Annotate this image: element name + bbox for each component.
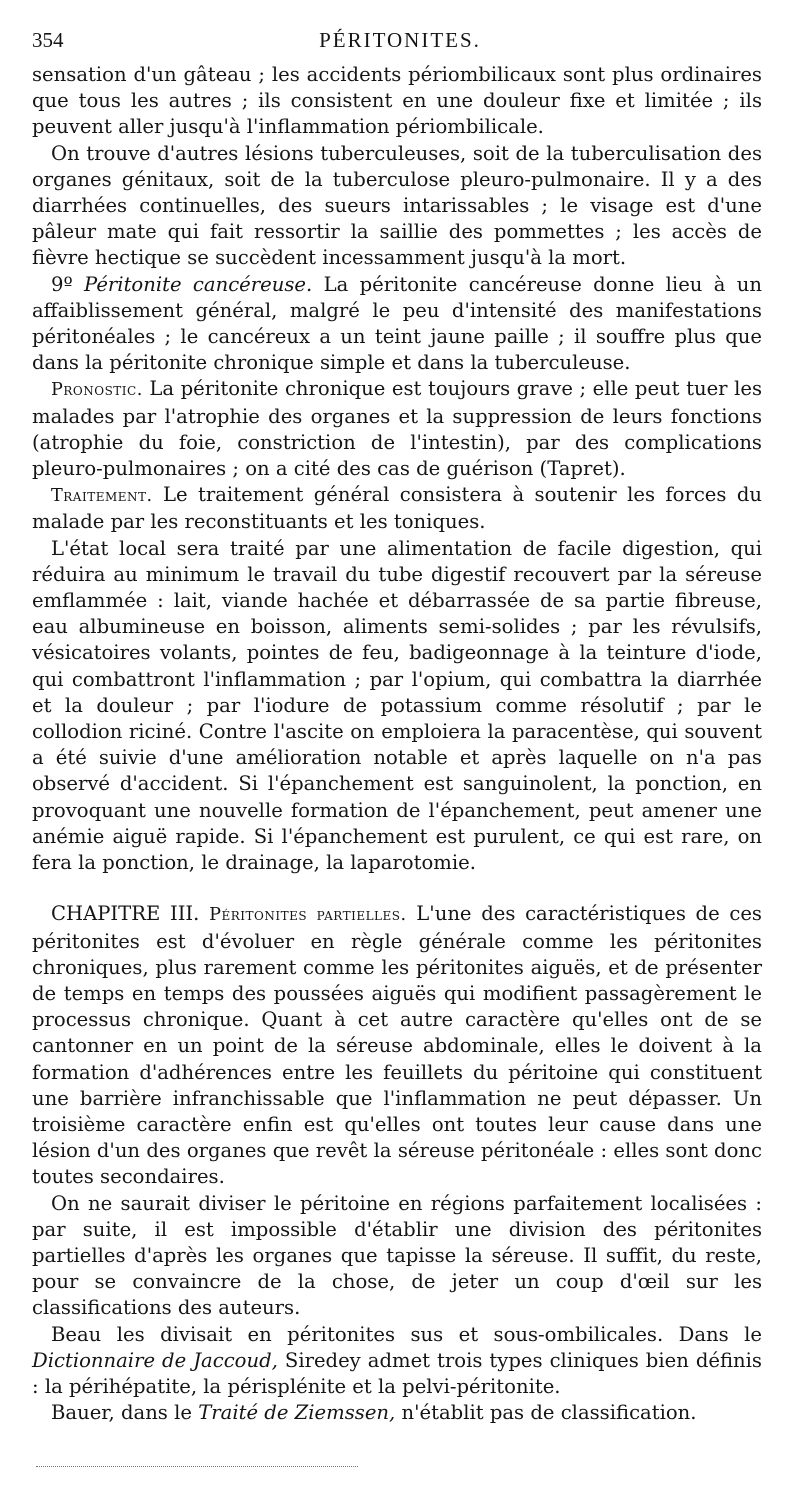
chapter-heading: CHAPITRE III. [51,902,200,926]
paragraph-beau: Beau les divisait en péritonites sus et sous-ombilicales. Dans le Dictionnaire de Jaccoud, Siredey admet trois types cliniques bien définis : la périhépatite, la périsplénite et la pelvi-péritonite. [32,1322,762,1398]
running-title: PÉRITONITES. [319,28,481,52]
paragraph-bauer: Bauer, dans le Traité de Ziemssen, n'établit pas de classification. [51,1401,697,1425]
section-label: Pronostic. [51,380,143,401]
spacer [32,876,762,901]
paragraph-prognosis: Pronostic. La péritonite chronique est toujours grave ; elle peut tuer les malades par l'atrophie des organes et la suppression de leurs fonctions (atrophie du foie, constriction de l'intestin), par des complications pleuro-pulmonaires ; on a cité des cas de guérison (Tapret). [32,377,762,481]
paragraph-local-treatment: L'état local sera traité par une alimentation de facile digestion, qui réduira au minimum le travail du tube digestif recouvert par la séreuse emflammée : lait, viande hachée et débarrassée de sa partie fibreuse, eau albumineuse en boisson, aliments semi-solides ; par les révulsifs, vésicatoires volants, pointes de feu, badigeonnage à la teinture d'iode, qui combattront l'inflammation ; par l'opium, qui combattra la diarrhée et la douleur ; par l'iodure de potassium comme résolutif ; par le collodion riciné. Contre l'ascite on emploiera la paracentèse, qui souvent a été suivie d'une amélioration notable et après laquelle on n'a pas observé d'accident. Si l'épanchement est sanguinolent, la ponction, en provoquant une nouvelle formation de l'épanchement, peut amener une anémie aiguë rapide. Si l'épanchement est purulent, ce qui est rare, on fera la ponction, le drainage, la laparotomie. [32,536,762,875]
paragraph-cancerous-peritonitis: 9º Péritonite cancéreuse. La péritonite cancéreuse donne lieu à un affaiblissement général, malgré le peu d'intensité des manifestations péritonéales ; le cancéreux a un teint jaune paille ; il souffre plus que dans la péritonite chronique simple et dans la tuberculeuse. [32,272,762,375]
page-number: 354 [32,28,64,52]
paragraph-chapter-three: CHAPITRE III. Péritonites partielles. L'une des caractéristiques de ces péritonites est d'évoluer en règle générale comme les péritonites chroniques, plus rarement comme les péritonites aiguës, et de présenter de temps en temps des poussées aiguës qui modifient passagèrement le processus chronique. Quant à cet autre caractère qu'elles ont de se cantonner en un point de la séreuse abdominale, elles le doivent à la formation d'adhérences entre les feuillets du péritoine qui constituent une barrière infranchissable que l'inflammation ne peut dépasser. Un troisième caractère enfin est qu'elles ont toutes leur cause dans une lésion d'un des organes que revêt la séreuse péritonéale : elles sont donc toutes secondaires. [32,902,762,1189]
paragraph-tuberculous-lesions: On trouve d'autres lésions tuberculeuses, soit de la tuberculisation des organes génitaux, soit de la tuberculose pleuro-pulmonaire. Il y a des diarrhées continuelles, des sueurs intarissables ; le visage est d'une pâleur mate qui fait ressortir la saillie des pommettes ; les accès de fièvre hectique se succèdent incessamment jusqu'à la mort. [32,141,762,270]
reference-title: Dictionnaire de Jaccoud, [32,1348,278,1372]
reference-title: Traité de Ziemssen, [198,1401,396,1425]
section-number: 9º [51,272,73,296]
section-label: Péritonites partielles. [209,905,407,926]
page-body [32,62,762,1426]
paragraph-division: On ne saurait diviser le péritoine en régions parfaitement localisées : par suite, il est impossible d'établir une division des péritonites partielles d'après les organes que tapisse la séreuse. Il suffit, du reste, pour se convaincre de la chose, de jeter un coup d'œil sur les classifications des auteurs. [32,1191,762,1320]
paragraph-treatment: Traitement. Le traitement général consistera à soutenir les forces du malade par les reconstituants et les toniques. [32,483,762,534]
page-header [32,24,768,54]
paragraph-continuation: sensation d'un gâteau ; les accidents périombilicaux sont plus ordinaires que tous les autres ; ils consistent en une douleur fixe et limitée ; ils peuvent aller jusqu'à l'inflammation périombilicale. [32,63,762,139]
footer-rule [36,1466,358,1467]
section-title: Péritonite cancéreuse. [84,272,313,296]
section-label: Traitement. [51,486,153,507]
